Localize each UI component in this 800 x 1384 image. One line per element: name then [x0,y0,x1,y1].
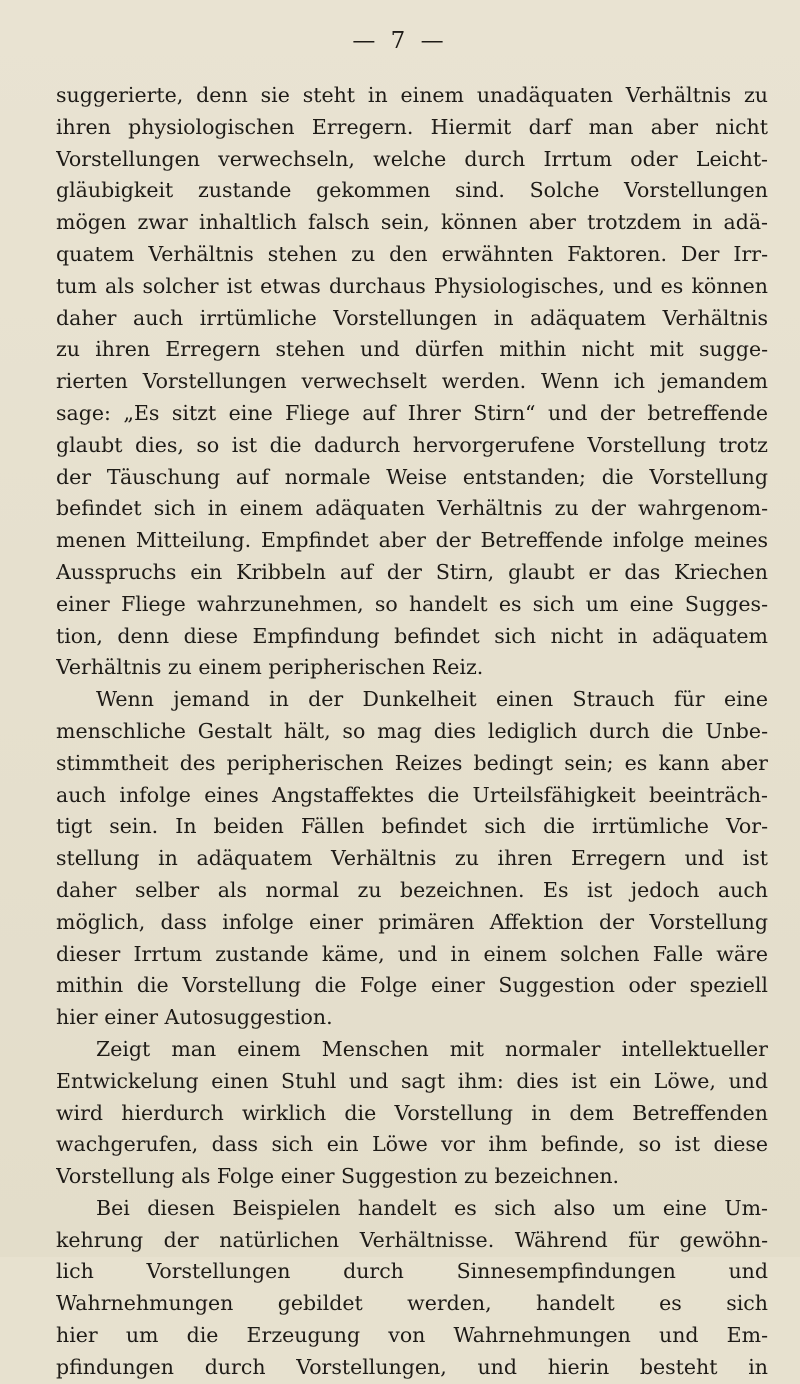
text-line: dieser Irrtum zustande käme, und in einem solchen Falle wäre [56,941,768,966]
text-line: hier einer Autosuggestion. [56,1005,333,1030]
text-line: daher selber als normal zu bezeichnen. Es ist jedoch auch [56,877,768,902]
text-line: hier um die Erzeugung von Wahrnehmungen und Em- [56,1323,768,1348]
text-line: einer Fliege wahrzunehmen, so handelt es sich um eine Sugges- [56,591,768,616]
text-line: glaubt dies, so ist die dadurch hervorgerufene Vorstellung trotz [56,432,768,457]
text-line: tum als solcher ist etwas durchaus Physiologisches, und es können [56,273,768,298]
text-line: sage: „Es sitzt eine Fliege auf Ihrer Stirn“ und der betreffende [56,400,768,425]
text-line: stimmtheit des peripherischen Reizes bedingt sein; es kann aber [56,750,768,775]
text-line: Entwickelung einen Stuhl und sagt ihm: dies ist ein Löwe, und [56,1068,768,1093]
text-line: gläubigkeit zustande gekommen sind. Solche Vorstellungen [56,178,768,203]
text-line: stellung in adäquatem Verhältnis zu ihren Erregern und ist [56,846,768,871]
text-line: Bei diesen Beispielen handelt es sich also um eine Um- [96,1195,768,1220]
text-line: auch infolge eines Angstaffektes die Urteilsfähigkeit beeinträch- [56,782,768,807]
text-line: Ausspruchs ein Kribbeln auf der Stirn, glaubt er das Kriechen [56,559,768,584]
page-number: — 7 — [352,28,448,54]
text-line: zu ihren Erregern stehen und dürfen mithin nicht mit sugge- [56,337,768,362]
text-line: kehrung der natürlichen Verhältnisse. Während für gewöhn- [56,1227,768,1252]
text-line: der Täuschung auf normale Weise entstanden; die Vorstellung [56,464,768,489]
text-line: menschliche Gestalt hält, so mag dies lediglich durch die Unbe- [56,718,768,743]
text-line: wird hierdurch wirklich die Vorstellung in dem Betreffenden [56,1100,768,1125]
text-line: Wenn jemand in der Dunkelheit einen Strauch für eine [96,687,768,712]
text-line: tion, denn diese Empfindung befindet sich nicht in adäquatem [56,623,768,648]
text-line: Verhältnis zu einem peripherischen Reiz. [56,655,484,680]
body-text [56,80,768,1384]
text-line: mithin die Vorstellung die Folge einer Suggestion oder speziell [56,973,768,998]
text-line: befindet sich in einem adäquaten Verhältnis zu der wahrgenom- [56,496,768,521]
text-line: wachgerufen, dass sich ein Löwe vor ihm befinde, so ist diese [56,1132,768,1157]
text-line: lich Vorstellungen durch Sinnesempfindungen und [56,1259,768,1284]
text-line: quatem Verhältnis stehen zu den erwähnten Faktoren. Der Irr- [56,241,768,266]
text-line: suggerierte, denn sie steht in einem unadäquaten Verhältnis zu [56,83,768,107]
text-line: Vorstellungen verwechseln, welche durch Irrtum oder Leicht- [56,146,768,171]
text-line: menen Mitteilung. Empfindet aber der Betreffende infolge meines [56,528,768,553]
text-line: rierten Vorstellungen verwechselt werden. Wenn ich jemandem [56,369,768,394]
text-line: tigt sein. In beiden Fällen befindet sich die irrtümliche Vor- [56,814,768,839]
text-line: daher auch irrtümliche Vorstellungen in adäquatem Verhältnis [56,305,768,330]
text-line: Wahrnehmungen gebildet werden, handelt es sich [56,1291,768,1316]
text-line: Zeigt man einem Menschen mit normaler intellektueller [96,1036,768,1061]
text-line: mögen zwar inhaltlich falsch sein, können aber trotzdem in adä- [56,210,768,235]
text-line: möglich, dass infolge einer primären Affektion der Vorstellung [56,909,768,934]
text-line: ihren physiologischen Erregern. Hiermit darf man aber nicht [56,114,768,139]
text-line: Vorstellung als Folge einer Suggestion zu bezeichnen. [56,1164,620,1189]
text-line: pfindungen durch Vorstellungen, und hierin besteht in [56,1354,768,1379]
